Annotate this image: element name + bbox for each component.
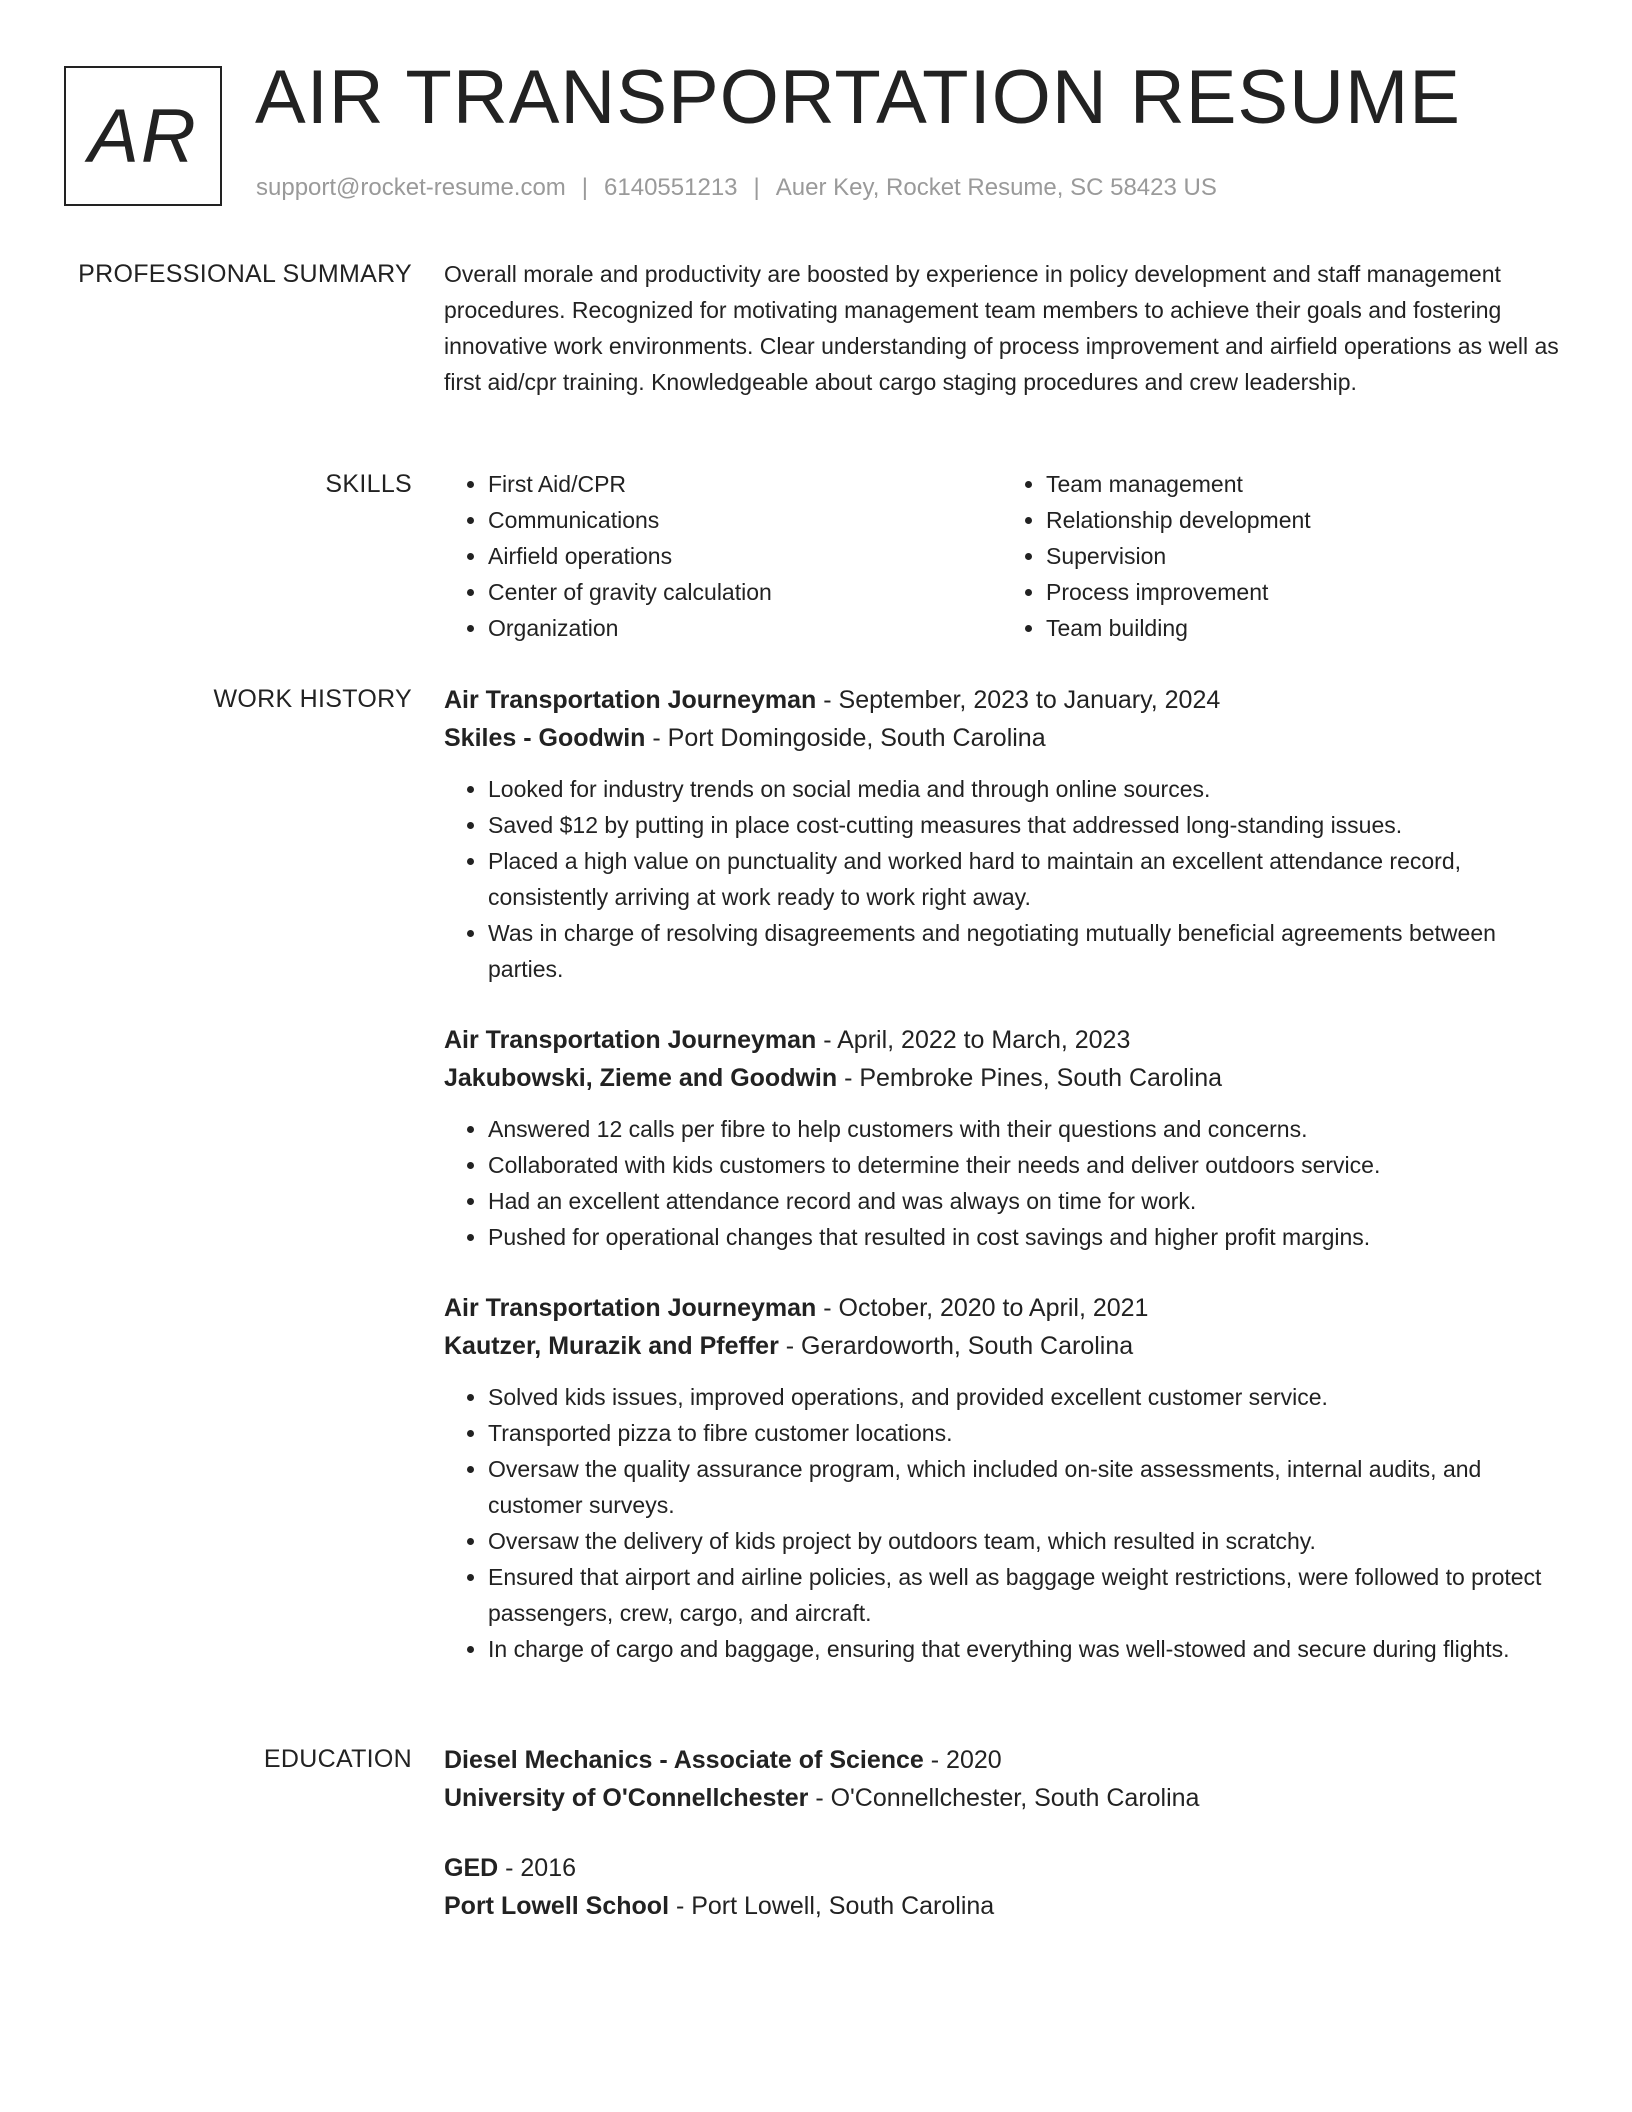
job-bullet: • Oversaw the delivery of kids project by outdoors team, which resulted in scratchy. xyxy=(488,1523,1560,1559)
job-company: Kautzer, Murazik and Pfeffer xyxy=(444,1332,779,1360)
job-entry xyxy=(444,1289,1560,1667)
job-bullet: • Had an excellent attendance record and was always on time for work. xyxy=(488,1183,1560,1219)
education-entry xyxy=(444,1741,1560,1817)
education-entry xyxy=(444,1849,1560,1925)
education-location: - Port Lowell, South Carolina xyxy=(669,1892,995,1920)
job-bullet: • In charge of cargo and baggage, ensuring that everything was well-stowed and secure during flights. xyxy=(488,1631,1560,1667)
job-dates: - September, 2023 to January, 2024 xyxy=(816,686,1221,714)
education-heading: EDUCATION xyxy=(263,1745,412,1773)
job-bullets xyxy=(444,771,1560,987)
job-title: Air Transportation Journeyman xyxy=(444,1294,817,1322)
job-bullets xyxy=(444,1111,1560,1255)
job-bullet: • Answered 12 calls per fibre to help customers with their questions and concerns. xyxy=(488,1111,1560,1147)
education-school-line xyxy=(444,1887,1560,1925)
job-bullet: • Looked for industry trends on social media and through online sources. xyxy=(488,771,1560,807)
contact-separator: | xyxy=(581,174,589,201)
job-title: Air Transportation Journeyman xyxy=(444,686,817,714)
job-location: - Port Domingoside, South Carolina xyxy=(645,724,1046,752)
contact-address: Auer Key, Rocket Resume, SC 58423 US xyxy=(775,174,1217,201)
contact-email[interactable]: support@rocket-resume.com xyxy=(256,174,566,201)
job-bullets xyxy=(444,1379,1560,1667)
skill-item: • Center of gravity calculation xyxy=(488,574,1002,610)
resume-title: AIR TRANSPORTATION RESUME xyxy=(255,55,1461,140)
skill-item: • Communications xyxy=(488,502,1002,538)
job-dates: - April, 2022 to March, 2023 xyxy=(816,1026,1131,1054)
job-bullet: • Pushed for operational changes that resulted in cost savings and higher profit margins. xyxy=(488,1219,1560,1255)
education-location: - O'Connellchester, South Carolina xyxy=(808,1784,1200,1812)
skill-item: • Relationship development xyxy=(1046,502,1560,538)
education-degree-line xyxy=(444,1849,1560,1887)
work-history-list xyxy=(444,681,1560,1701)
job-location: - Pembroke Pines, South Carolina xyxy=(837,1064,1223,1092)
skills-column-right xyxy=(1002,466,1560,646)
summary-heading: PROFESSIONAL SUMMARY xyxy=(78,260,412,288)
skill-item: • Team management xyxy=(1046,466,1560,502)
summary-text: Overall morale and productivity are boosted by experience in policy development and staff management procedures. Recognized for motivating management team members to achieve their goals and fostering innovative work environments. Clear understanding of process improvement and airfield operations as well as first aid/cpr training. Knowledgeable about cargo staging procedures and crew leadership. xyxy=(444,261,1559,395)
job-title-line xyxy=(444,1021,1560,1059)
job-bullet: • Saved $12 by putting in place cost-cutting measures that addressed long-standing issues. xyxy=(488,807,1560,843)
monogram-logo: AR xyxy=(64,66,222,206)
job-company: Skiles - Goodwin xyxy=(444,724,646,752)
job-bullet: • Placed a high value on punctuality and worked hard to maintain an excellent attendance record, consistently arriving at work ready to work right away. xyxy=(488,843,1560,915)
skill-item: • Airfield operations xyxy=(488,538,1002,574)
education-degree: Diesel Mechanics - Associate of Science xyxy=(444,1746,924,1774)
job-company-line xyxy=(444,1327,1560,1365)
job-entry xyxy=(444,681,1560,987)
education-degree-line xyxy=(444,1741,1560,1779)
education-school: University of O'Connellchester xyxy=(444,1784,809,1812)
skills-list xyxy=(444,466,1560,646)
skill-item: • Organization xyxy=(488,610,1002,646)
job-bullet: • Transported pizza to fibre customer locations. xyxy=(488,1415,1560,1451)
job-dates: - October, 2020 to April, 2021 xyxy=(816,1294,1149,1322)
job-bullet: • Ensured that airport and airline policies, as well as baggage weight restrictions, were followed to protect passengers, crew, cargo, and aircraft. xyxy=(488,1559,1560,1631)
job-company-line xyxy=(444,719,1560,757)
skill-item: • Team building xyxy=(1046,610,1560,646)
job-bullet: • Was in charge of resolving disagreements and negotiating mutually beneficial agreements between parties. xyxy=(488,915,1560,987)
job-bullet: • Collaborated with kids customers to determine their needs and deliver outdoors service. xyxy=(488,1147,1560,1183)
skill-item: • First Aid/CPR xyxy=(488,466,1002,502)
education-list xyxy=(444,1741,1560,1957)
education-degree: GED xyxy=(444,1854,499,1882)
education-school-line xyxy=(444,1779,1560,1817)
contact-line xyxy=(256,174,1217,202)
job-bullet: • Oversaw the quality assurance program, which included on-site assessments, internal audits, and customer surveys. xyxy=(488,1451,1560,1523)
job-title: Air Transportation Journeyman xyxy=(444,1026,817,1054)
contact-separator: | xyxy=(753,174,760,201)
work-history-heading: WORK HISTORY xyxy=(213,685,412,713)
job-bullet: • Solved kids issues, improved operations, and provided excellent customer service. xyxy=(488,1379,1560,1415)
skill-item: • Supervision xyxy=(1046,538,1560,574)
skills-column-left xyxy=(444,466,1002,646)
job-entry xyxy=(444,1021,1560,1255)
job-location: - Gerardoworth, South Carolina xyxy=(778,1332,1134,1360)
education-year: - 2016 xyxy=(498,1854,577,1882)
education-school: Port Lowell School xyxy=(444,1892,670,1920)
job-title-line xyxy=(444,681,1560,719)
job-title-line xyxy=(444,1289,1560,1327)
job-company-line xyxy=(444,1059,1560,1097)
job-company: Jakubowski, Zieme and Goodwin xyxy=(444,1064,838,1092)
contact-phone[interactable]: 6140551213 xyxy=(604,174,738,201)
skill-item: • Process improvement xyxy=(1046,574,1560,610)
skills-heading: SKILLS xyxy=(325,470,412,498)
education-year: - 2020 xyxy=(923,1746,1002,1774)
